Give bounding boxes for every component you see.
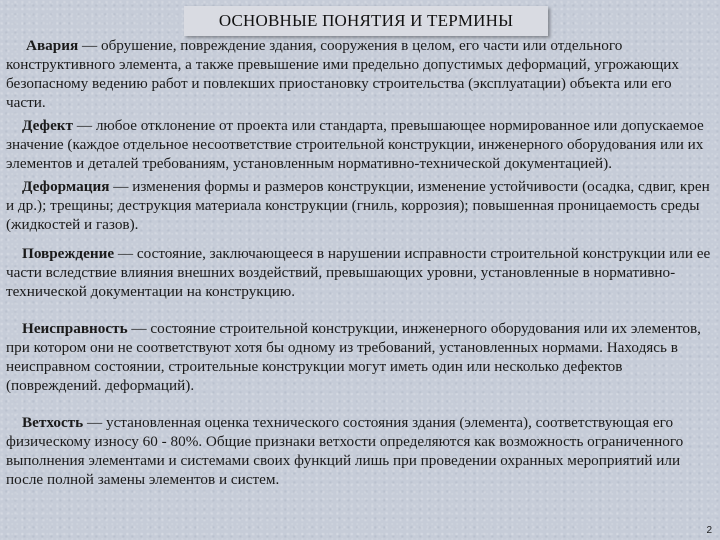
term-definition: — состояние, заключающееся в нарушении исправности строительной конструкции или ее части вследствие влияния внешних воздействий, превышающих уровни, установленные в нормативно-технической документации на конструкцию. [6, 245, 711, 300]
term-vetkhost [6, 413, 712, 489]
term-label: Ветхость [22, 414, 84, 431]
term-label: Повреждение [22, 245, 115, 262]
term-definition: — установленная оценка технического состояния здания (элемента), соответствующая его физическому износу 60 - 80%. Общие признаки ветхости определяются как возможность ограниченного выполнения элементами и системами своих функций лишь при проведении охранных мероприятий или после полной замены элементов и систем. [6, 414, 684, 488]
term-definition: — состояние строительной конструкции, инженерного оборудования или их элементов, при котором они не соответствуют хотя бы одному из требований, установленных нормами. Находясь в неисправном состоянии, строительные конструкции могут иметь один или несколько дефектов (повреждений. деформаций). [6, 320, 701, 394]
page-number: 2 [706, 525, 712, 536]
term-defekt [6, 116, 712, 173]
term-label: Дефект [22, 117, 74, 134]
term-deformatsiya [6, 177, 712, 234]
term-definition: — обрушение, повреждение здания, сооружения в целом, его части или отдельного конструктивного элемента, а также превышение ими предельно допустимых деформаций, угрожающих безопасному ведению работ и повлекших приостановку строительства (эксплуатации) объекта или его части. [6, 37, 680, 111]
term-definition: — любое отклонение от проекта или стандарта, превышающее нормированное или допускаемое значение (каждое отдельное несоответствие строительной конструкции, инженерного оборудования или их элементов и деталей требованиям, установленным нормативно-технической документацией). [6, 117, 704, 172]
term-label: Деформация [22, 178, 110, 195]
term-label: Неисправность [22, 320, 128, 337]
slide-title: ОСНОВНЫЕ ПОНЯТИЯ И ТЕРМИНЫ [184, 6, 548, 36]
term-povrezhdenie [6, 244, 712, 301]
term-definition: — изменения формы и размеров конструкции, изменение устойчивости (осадка, сдвиг, крен и др.); трещины; деструкция материала конструкции (гниль, коррозия); повышенная проницаемость среды (жидкостей и газов). [6, 178, 710, 233]
term-avariya [6, 36, 712, 112]
terms-list [6, 36, 712, 489]
term-label: Авария [26, 37, 79, 54]
term-neispravnost [6, 319, 712, 395]
